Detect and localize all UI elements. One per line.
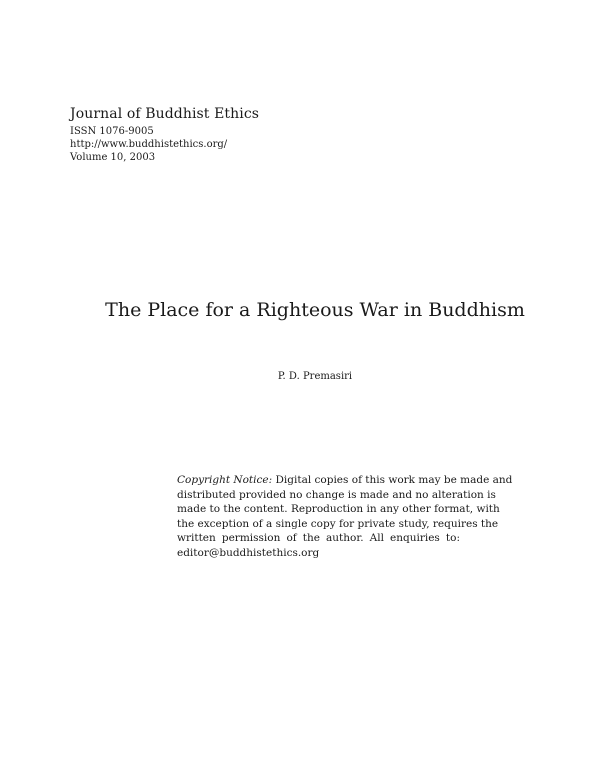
copyright-notice-line-4: the exception of a single copy for private study, requires the <box>177 517 499 530</box>
journal-volume: Volume 10, 2003 <box>70 152 156 163</box>
copyright-notice-label: Copyright Notice: <box>177 474 273 486</box>
article-title: The Place for a Righteous War in Buddhism <box>105 299 525 321</box>
journal-issn: ISSN 1076-9005 <box>70 126 154 137</box>
copyright-notice-line-1 <box>177 473 513 488</box>
journal-title: Journal of Buddhist Ethics <box>70 106 260 122</box>
journal-url: http://www.buddhistethics.org/ <box>70 139 228 150</box>
copyright-notice-email: editor@buddhistethics.org <box>177 546 320 559</box>
copyright-notice-line-2: distributed provided no change is made and no alteration is <box>177 488 496 501</box>
copyright-notice-text: Digital copies of this work may be made and <box>272 474 513 486</box>
journal-meta <box>70 125 259 164</box>
copyright-notice-line-3: made to the content. Reproduction in any other format, with <box>177 503 500 515</box>
journal-header <box>70 105 259 164</box>
copyright-notice-line-5: written permission of the author. All enquiries to: <box>177 532 460 544</box>
article-author: P. D. Premasiri <box>277 371 353 382</box>
copyright-notice <box>177 473 513 560</box>
